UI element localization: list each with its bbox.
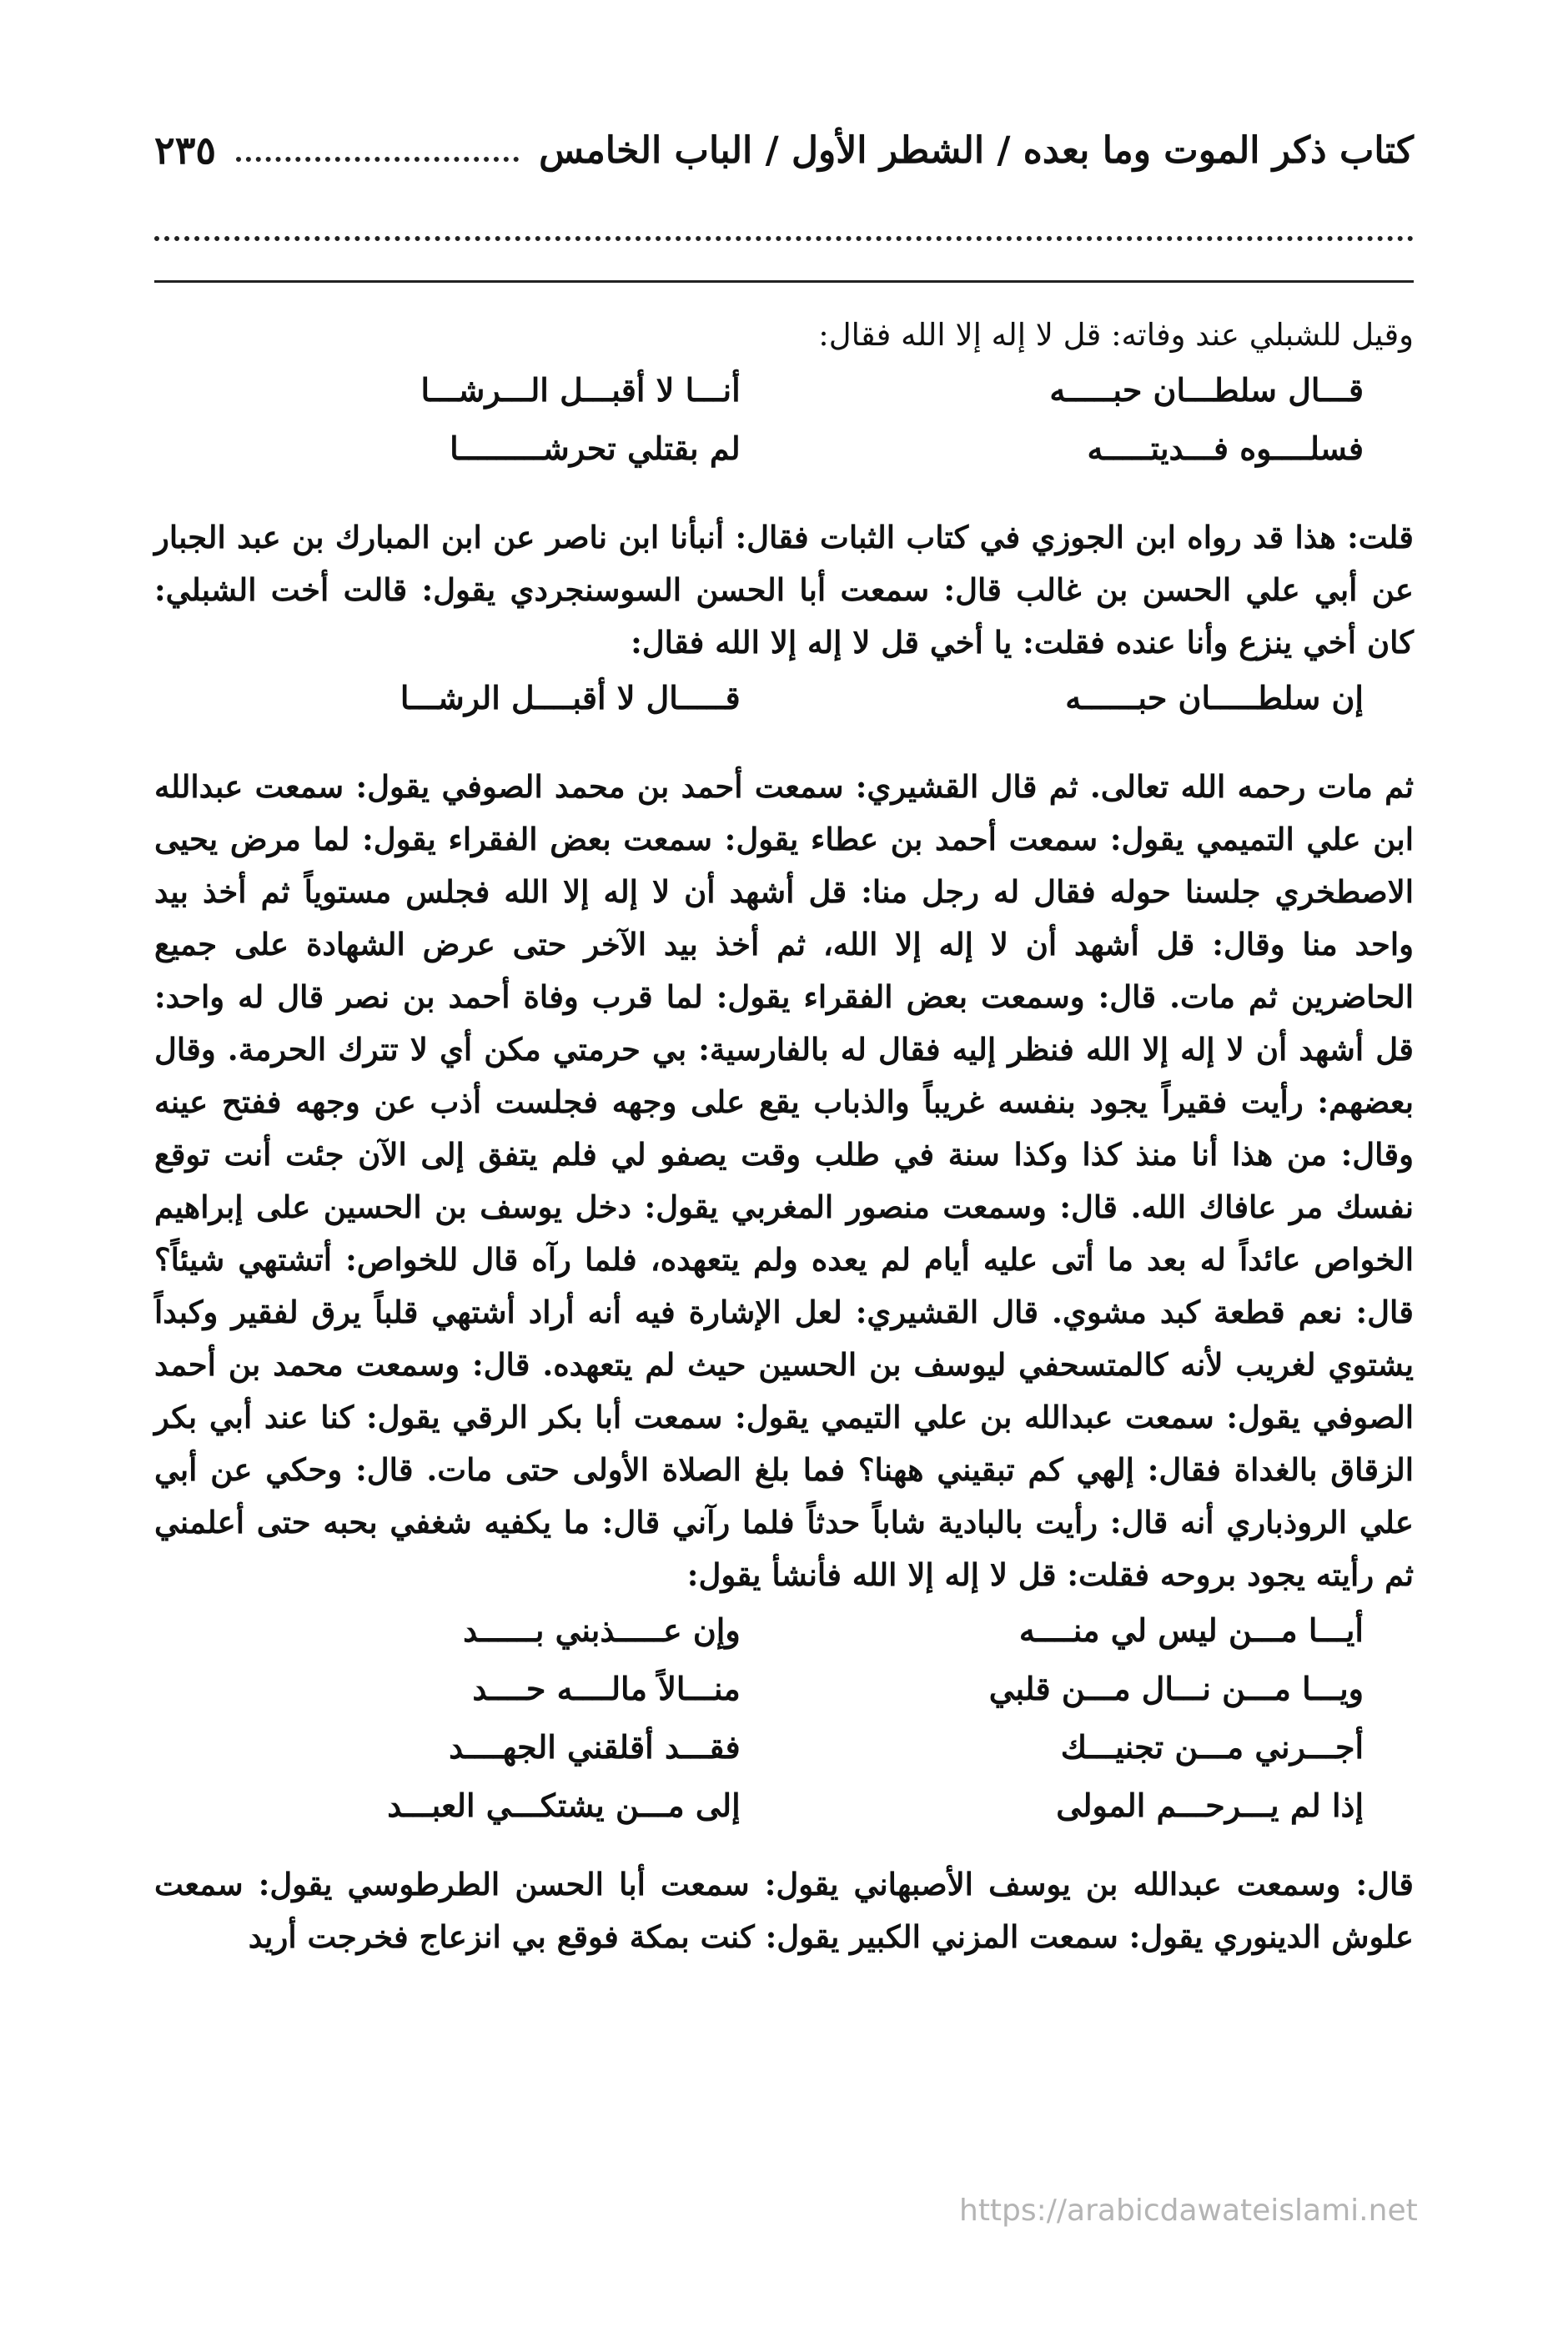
- verse-line: [188, 420, 1364, 478]
- verse-line: [188, 1777, 1364, 1835]
- poem-1: [154, 361, 1414, 478]
- verse-line: [188, 1601, 1364, 1660]
- verse-second-hemistich: أنـــا لا أقبـــل الـــرشـــا: [420, 371, 741, 409]
- paragraph-2: قلت: هذا قد رواه ابن الجوزي في كتاب الثبات فقال: أنبأنا ابن ناصر عن ابن المبارك بن عبد الجبار عن أبي علي الحسن بن غالب قال: سمعت أبا الحسن السوسنجردي يقول: قالت أخت الشبلي: كان أخي ينزع وأنا عنده فقلت: يا أخي قل لا إله إلا الله فقال:: [154, 519, 1414, 661]
- verse-line: [188, 1718, 1364, 1777]
- verse-first-hemistich: إن سلطـــــان حبــــــه: [1065, 679, 1364, 716]
- page-number: ٢٣٥: [154, 128, 217, 173]
- paragraph-1: وقيل للشبلي عند وفاته: قل لا إله إلا الله فقال:: [818, 317, 1414, 353]
- verse-first-hemistich: إذا لم يـــرحـــم المولى: [1056, 1787, 1364, 1824]
- verse-second-hemistich: إلى مـــن يشتكـــي العبـــد: [387, 1787, 741, 1824]
- verse-second-hemistich: وإن عـــــذبني بــــــد: [463, 1611, 741, 1649]
- poem-2: [154, 669, 1414, 727]
- verse-second-hemistich: قـــــال لا أقبــــل الرشـــا: [400, 679, 741, 716]
- verse-line: [188, 1660, 1364, 1718]
- verse-second-hemistich: فقـــد أقلقني الجهــــد: [449, 1728, 741, 1766]
- watermark-url: https://arabicdawateislami.net: [959, 2194, 1418, 2228]
- paragraph-4: قال: وسمعت عبدالله بن يوسف الأصبهاني يقول: سمعت أبا الحسن الطرطوسي يقول: سمعت علوش الدينوري يقول: سمعت المزني الكبير يقول: كنت بمكة فوقع بي انزعاج فخرجت أريد: [154, 1866, 1414, 1955]
- header-dotted-rule: [154, 236, 1414, 241]
- page-body: [154, 309, 1414, 1963]
- verse-second-hemistich: منـــالاً مالــــه حــــد: [472, 1670, 741, 1707]
- poem-3: [154, 1601, 1414, 1835]
- running-header: [154, 117, 1414, 183]
- header-solid-rule: [154, 280, 1414, 283]
- verse-first-hemistich: قـــال سلطـــان حبـــــه: [1049, 371, 1364, 409]
- paragraph-3: ثم مات رحمه الله تعالى. ثم قال القشيري: سمعت أحمد بن محمد الصوفي يقول: سمعت عبدالله ابن علي التميمي يقول: سمعت أحمد بن عطاء يقول: سمعت بعض الفقراء يقول: لما مرض يحيى الاصطخري جلسنا حوله فقال له رجل منا: قل أشهد أن لا إله إلا الله فجلس مستوياً ثم أخذ بيد واحد منا وقال: قل أشهد أن لا إله إلا الله، ثم أخذ بيد الآخر حتى عرض الشهادة على جميع الحاضرين ثم مات. قال: وسمعت بعض الفقراء يقول: لما قرب وفاة أحمد بن نصر قال له واحد: قل أشهد أن لا إله إلا الله فنظر إليه فقال له بالفارسية: بي حرمتي مكن أي لا تترك الحرمة. وقال بعضهم: رأيت فقيراً يجود بنفسه غريباً والذباب يقع على وجهه فجلست أذب عن وجهه ففتح عينه وقال: من هذا أنا منذ كذا وكذا سنة في طلب وقت يصفو لي فلم يتفق إلى الآن جئت أنت توقع نفسك مر عافاك الله. قال: وسمعت منصور المغربي يقول: دخل يوسف بن الحسين على إبراهيم الخواص عائداً له بعد ما أتى عليه أيام لم يعده ولم يتعهده، فلما رآه قال للخواص: أتشتهي شيئاً؟ قال: نعم قطعة كبد مشوي. قال القشيري: لعل الإشارة فيه أنه أراد أشتهي قلباً يرق لفقير وكبداً يشتوي لغريب لأنه كالمتسحفي ليوسف بن الحسين حيث لم يتعهده. قال: وسمعت محمد بن أحمد الصوفي يقول: سمعت عبدالله بن علي التيمي يقول: سمعت أبا بكر الرقي يقول: كنا عند أبي بكر الزقاق بالغداة فقال: إلهي كم تبقيني ههنا؟ فما بلغ الصلاة الأولى حتى مات. قال: وحكي عن أبي علي الروذباري أنه قال: رأيت بالبادية شاباً حدثاً فلما رآني قال: ما يكفيه شغفي بحبه حتى أعلمني ثم رأيته يجود بروحه فقلت: قل لا إله إلا الله فأنشأ يقول:: [154, 768, 1414, 1593]
- verse-line: [188, 361, 1364, 420]
- verse-first-hemistich: أيـــا مـــن ليس لي منــــه: [1018, 1611, 1364, 1649]
- verse-second-hemistich: لم بقتلي تحرشـــــــــا: [450, 430, 741, 467]
- header-title: كتاب ذكر الموت وما بعده / الشطر الأول / الباب الخامس: [539, 128, 1414, 172]
- header-leader-dots: [236, 152, 519, 162]
- verse-first-hemistich: فسلــــوه فـــديتـــــه: [1087, 430, 1364, 467]
- verse-line: [188, 669, 1364, 727]
- verse-first-hemistich: أجـــرني مـــن تجنيـــك: [1060, 1728, 1364, 1766]
- verse-first-hemistich: ويـــا مـــن نـــال مـــن قلبي: [988, 1670, 1364, 1707]
